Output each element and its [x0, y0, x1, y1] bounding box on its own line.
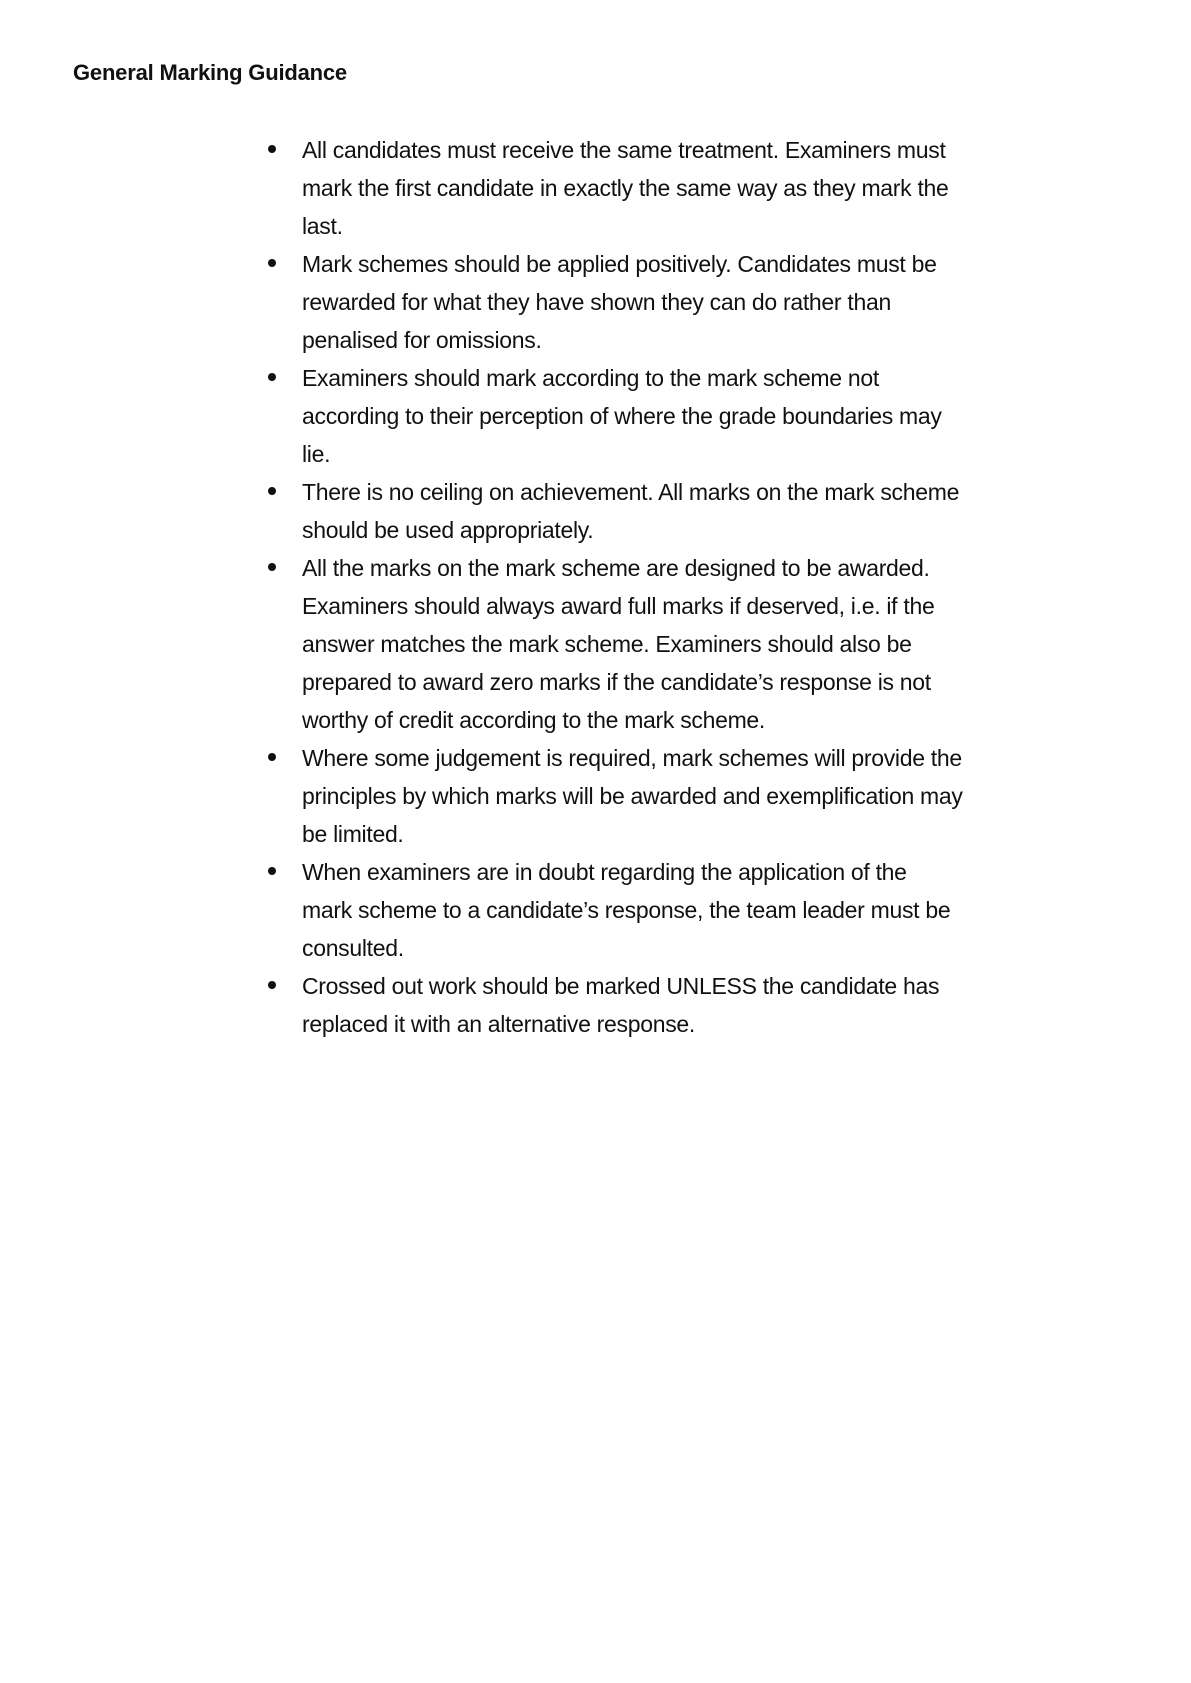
guidance-text-line: according to their perception of where the grade boundaries may	[302, 403, 942, 429]
guidance-list	[268, 131, 1068, 1043]
guidance-text-line: should be used appropriately.	[302, 517, 594, 543]
guidance-text-line: Examiners should always award full marks if deserved, i.e. if the	[302, 593, 935, 619]
guidance-text-line: Crossed out work should be marked UNLESS the candidate has	[302, 973, 940, 999]
bullet-icon	[268, 753, 276, 761]
guidance-text-line: last.	[302, 213, 343, 239]
guidance-text-line: Where some judgement is required, mark schemes will provide the	[302, 745, 962, 771]
guidance-text-line: All the marks on the mark scheme are designed to be awarded.	[302, 555, 930, 581]
guidance-item	[268, 967, 1068, 1043]
bullet-icon	[268, 487, 276, 495]
guidance-text-line: mark the first candidate in exactly the same way as they mark the	[302, 175, 949, 201]
bullet-icon	[268, 259, 276, 267]
guidance-item	[268, 853, 1068, 967]
guidance-text-line: penalised for omissions.	[302, 327, 542, 353]
guidance-text-line: lie.	[302, 441, 331, 467]
guidance-item	[268, 549, 1068, 739]
bullet-icon	[268, 867, 276, 875]
guidance-item	[268, 245, 1068, 359]
guidance-text-line: worthy of credit according to the mark scheme.	[302, 707, 766, 733]
guidance-text-line: Examiners should mark according to the mark scheme not	[302, 365, 879, 391]
guidance-item	[268, 473, 1068, 549]
page-heading: General Marking Guidance	[73, 60, 347, 85]
guidance-text-line: prepared to award zero marks if the candidate’s response is not	[302, 669, 931, 695]
bullet-icon	[268, 563, 276, 571]
guidance-item	[268, 131, 1068, 245]
guidance-text-line: mark scheme to a candidate’s response, the team leader must be	[302, 897, 951, 923]
guidance-text-line: Mark schemes should be applied positively. Candidates must be	[302, 251, 937, 277]
guidance-item	[268, 739, 1068, 853]
bullet-icon	[268, 981, 276, 989]
guidance-item	[268, 359, 1068, 473]
guidance-text-line: be limited.	[302, 821, 404, 847]
guidance-text-line: When examiners are in doubt regarding the application of the	[302, 859, 907, 885]
guidance-text-line: consulted.	[302, 935, 404, 961]
bullet-icon	[268, 373, 276, 381]
guidance-text-line: There is no ceiling on achievement. All marks on the mark scheme	[302, 479, 960, 505]
guidance-text-line: replaced it with an alternative response.	[302, 1011, 695, 1037]
bullet-icon	[268, 145, 276, 153]
guidance-text-line: All candidates must receive the same treatment. Examiners must	[302, 137, 946, 163]
guidance-text-line: rewarded for what they have shown they can do rather than	[302, 289, 891, 315]
guidance-text-line: principles by which marks will be awarded and exemplification may	[302, 783, 963, 809]
guidance-text-line: answer matches the mark scheme. Examiners should also be	[302, 631, 912, 657]
